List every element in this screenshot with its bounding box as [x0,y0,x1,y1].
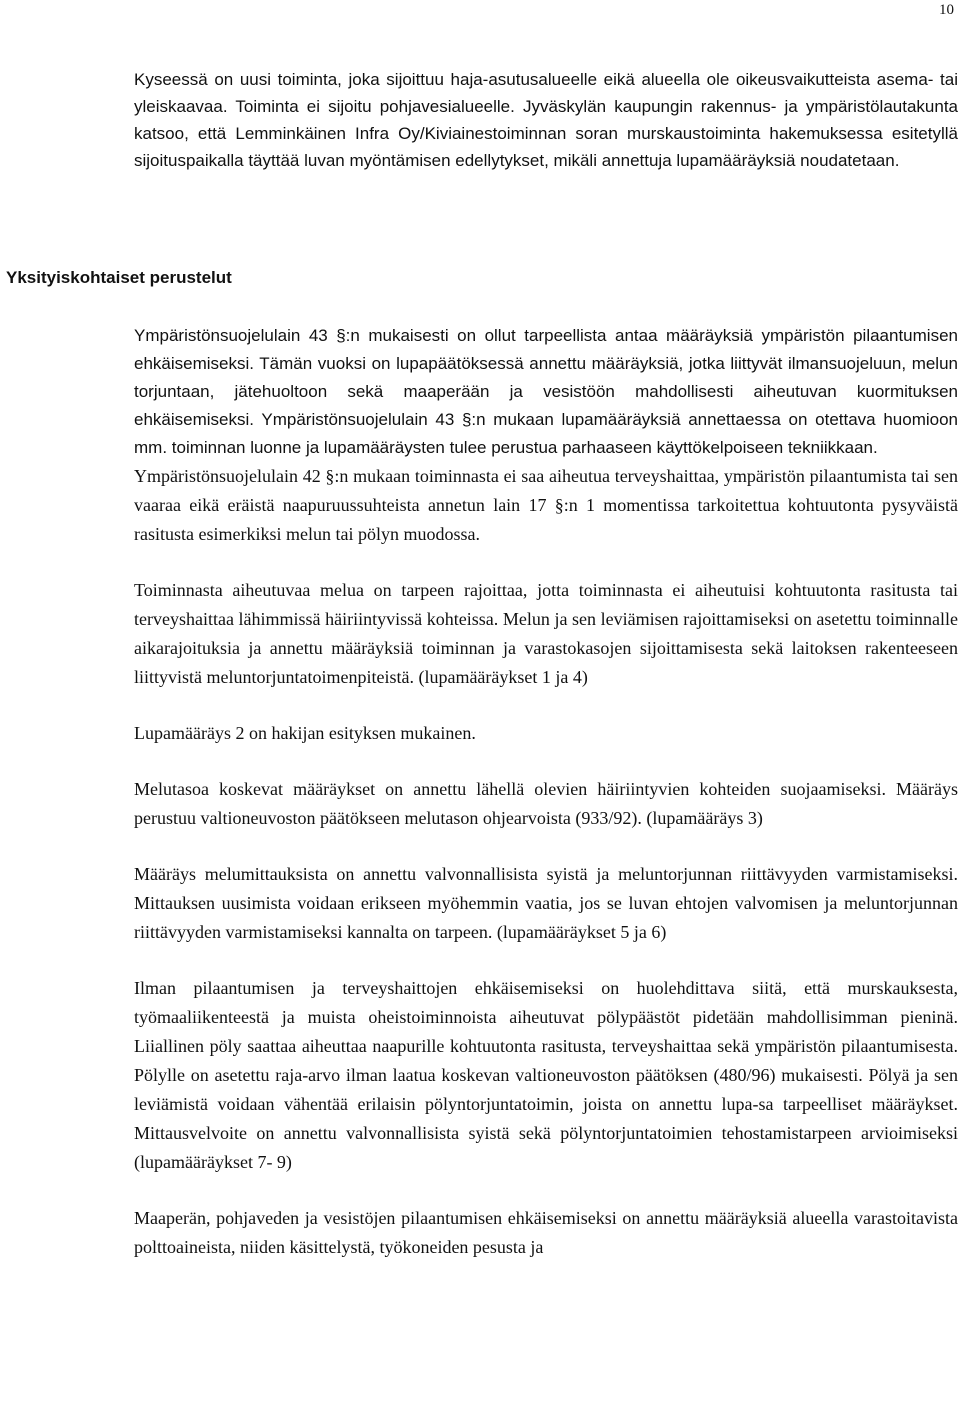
paragraph-4: Melutasoa koskevat määräykset on annettu lähellä olevien häiriintyvien kohteiden suojaamiseksi. Määräys perustuu valtioneuvoston päätökseen melutason ohjearvoista (933/92). (lupamääräys 3) [134,779,958,828]
paragraph-6: Ilman pilaantumisen ja terveyshaittojen ehkäisemiseksi on huolehdittava siitä, että murskauksesta, työmaaliikenteestä ja muista oheistoiminnoista aiheutuvat pölypäästöt pidetään mahdollisimman pieninä. Liiallinen pöly saattaa aiheuttaa naapurille kohtuutonta rasitusta, terveyshaittaa sekä ympäristön pilaantumisesta. Pölylle on asetettu raja-arvo ilman laatua koskevan valtioneuvoston päätöksen (480/96) mukaisesti. Pölyä ja sen leviämistä voidaan vähentää erilaisin pölyntorjuntatoimin, joista on annettu lupa-sa tarpeelliset määräykset. Mittausvelvoite on annettu valvonnallisista syistä sekä pölyntorjuntatoimien tehostamistarpeen arvioimiseksi (lupamääräykset 7- 9) [134,978,958,1172]
paragraph-1-sans: Ympäristönsuojelulain 43 §:n mukaisesti on ollut tarpeellista antaa määräyksiä ympäristön pilaantumisen ehkäisemiseksi. Tämän vuoksi on lupapäätöksessä annettu määräyksiä, jotka liittyvät ilmansuojeluun, melun torjuntaan, jätehuoltoon sekä maaperään ja vesistöön mahdollisesti aiheutuvan kuormituksen ehkäisemiseksi. Ympäristönsuojelulain 43 §:n mukaan lupamääräyksiä annettaessa on otettava huomioon mm. toiminnan luonne ja lupamääräysten tulee perustua parhaaseen käyttökelpoiseen tekniikkaan. [134,326,958,457]
paragraph-2: Toiminnasta aiheutuvaa melua on tarpeen rajoittaa, jotta toiminnasta ei aiheutuisi kohtuutonta rasitusta tai terveyshaittaa lähimmissä häiriintyvissä kohteissa. Melun ja sen leviämisen rajoittamiseksi on asetettu toiminnalle aikarajoituksia ja annettu määräyksiä toiminnan ja varastokasojen sijoittamisesta sekä laitoksen rakenteeseen liittyvistä meluntorjuntatoimenpiteistä. (lupamääräykset 1 ja 4) [134,580,958,687]
page-number: 10 [939,2,954,18]
paragraph-1-serif: Ympäristönsuojelulain 42 §:n mukaan toiminnasta ei saa aiheutua terveyshaittaa, ympäristön pilaantumista tai sen vaaraa eikä eräistä naapuruussuhteista annetun lain 17 §:n 1 momentissa tarkoitettua kohtuutonta pysyväistä rasitusta esimerkiksi melun tai pölyn muodossa. [134,466,958,544]
section-body [134,322,958,1262]
paragraph-5: Määräys melumittauksista on annettu valvonnallisista syistä ja meluntorjunnan riittävyyden varmistamiseksi. Mittauksen uusimista voidaan erikseen myöhemmin vaatia, jos se luvan ehtojen valvomisen ja meluntorjunnan riittävyyden varmistamiseksi kannalta on tarpeen. (lupamääräykset 5 ja 6) [134,864,958,942]
paragraph-7: Maaperän, pohjaveden ja vesistöjen pilaantumisen ehkäisemiseksi on annettu määräyksiä alueella varastoitavista polttoaineista, niiden käsittelystä, työkoneiden pesusta ja [134,1208,958,1257]
section-heading: Yksityiskohtaiset perustelut [6,268,232,287]
intro-paragraph: Kyseessä on uusi toiminta, joka sijoittuu haja-asutusalueelle eikä alueella ole oikeusvaikutteista asema- tai yleiskaavaa. Toiminta ei sijoitu pohjavesialueelle. Jyväskylän kaupungin rakennus- ja ympäristölautakunta katsoo, että Lemminkäinen Infra Oy/Kiviainestoiminnan soran murskaustoiminta hakemuksessa esitetyllä sijoituspaikalla täyttää luvan myöntämisen edellytykset, mikäli annettuja lupamääräyksiä noudatetaan. [134,70,958,170]
paragraph-3: Lupamääräys 2 on hakijan esityksen mukainen. [134,723,476,743]
